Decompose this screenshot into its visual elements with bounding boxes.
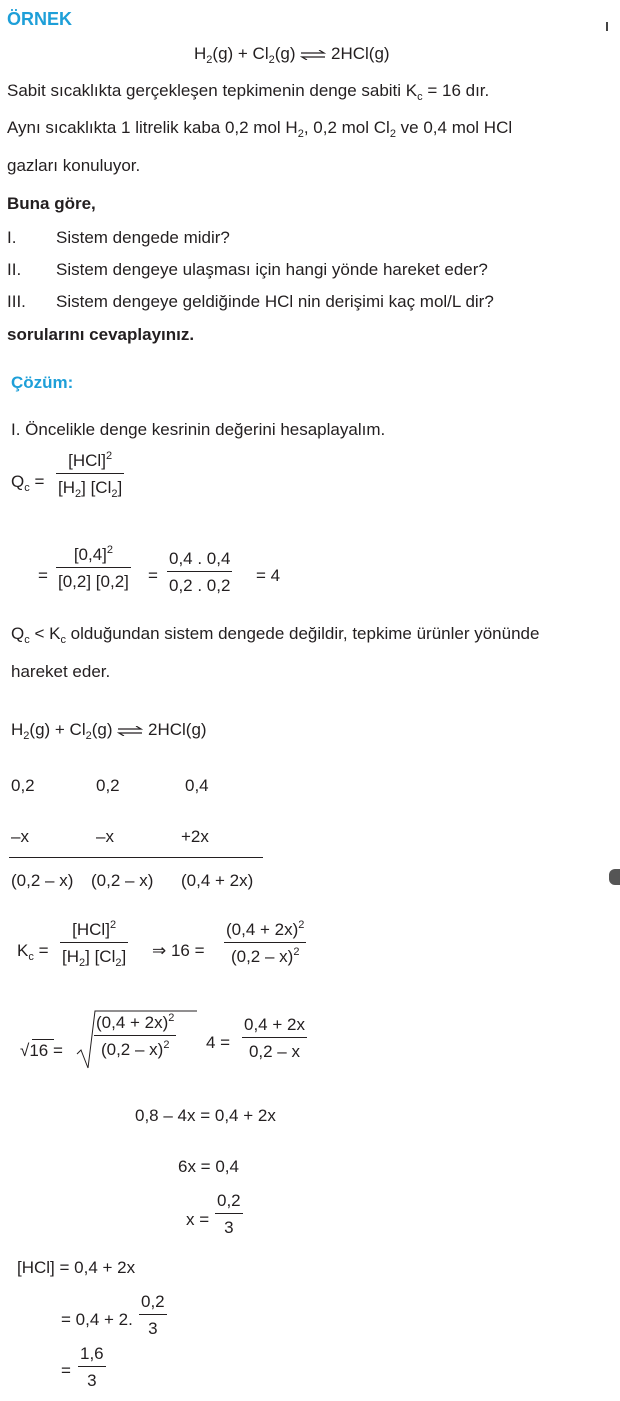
- reaction-sub: 2: [268, 54, 275, 66]
- hcl-final-eq: =: [61, 1361, 71, 1380]
- question-text-1: Sistem dengede midir?: [56, 228, 230, 247]
- superscript: 2: [106, 544, 114, 556]
- subscript: c: [60, 634, 66, 646]
- hcl-line: [HCl] = 0,4 + 2x: [17, 1258, 136, 1277]
- denominator: [60, 947, 128, 969]
- qc-numerator: [66, 452, 114, 469]
- text: = 16 dır.: [422, 81, 490, 100]
- text: [0,4]: [73, 545, 107, 564]
- denominator: [229, 948, 301, 965]
- numerator: 0,4 . 0,4: [169, 549, 231, 568]
- numerator: 0,4 + 2x: [244, 1015, 305, 1034]
- equilibrium-arrow-icon: [300, 50, 326, 60]
- ice-initial-hcl: 0,4: [185, 776, 209, 795]
- fraction-bar: [242, 1037, 307, 1038]
- edge-mark: [606, 22, 608, 31]
- text: olduğundan sistem dengede değildir, tepkime ürünler yönünde: [65, 624, 540, 643]
- ice-change-cl2: –x: [96, 827, 114, 846]
- example-title: ÖRNEK: [7, 9, 73, 29]
- text: (0,2 – x): [100, 1040, 164, 1059]
- subscript: c: [28, 951, 34, 963]
- kc-lhs: [17, 941, 49, 963]
- qc-calc-fraction-1: [56, 546, 131, 590]
- text: K: [17, 941, 29, 960]
- hcl-step-fraction: [139, 1293, 167, 1337]
- subscript: c: [24, 634, 30, 646]
- text: Q: [11, 472, 25, 491]
- question-text-2: Sistem dengeye ulaşması için hangi yönde hareket eder?: [56, 260, 488, 279]
- text: 2HCl(g): [148, 720, 207, 739]
- problem-closing: sorularını cevaplayınız.: [7, 325, 195, 344]
- equilibrium-arrow-icon: [117, 726, 143, 736]
- qc-calc-result: = 4: [256, 566, 281, 585]
- question-text-3: Sistem dengeye geldiğinde HCl nin derişimi kaç mol/L dir?: [56, 292, 494, 311]
- denominator: 0,2 . 0,2: [169, 576, 231, 595]
- conclusion-line-1: [11, 624, 540, 646]
- hcl-final-fraction: [78, 1345, 106, 1389]
- reaction-cl: (g) + Cl: [212, 44, 269, 63]
- text: (0,4 + 2x): [96, 1013, 169, 1032]
- numerator: 0,2: [217, 1191, 241, 1210]
- subscript: c: [417, 91, 423, 103]
- text: [H: [62, 947, 79, 966]
- problem-line-1: [7, 81, 490, 103]
- numerator: [70, 921, 118, 938]
- superscript: 2: [168, 1012, 175, 1024]
- sqrt-fraction: [94, 1014, 176, 1058]
- text: ve 0,4 mol HCl: [395, 118, 513, 137]
- ice-eq-hcl: (0,4 + 2x): [181, 871, 254, 890]
- subscript: c: [24, 482, 30, 494]
- fraction-bar: [224, 942, 306, 943]
- sqrt-rhs-lhs: 4 =: [206, 1033, 231, 1052]
- problem-lead: Buna göre,: [7, 194, 96, 213]
- numerator: 0,2: [141, 1292, 165, 1311]
- text: < K: [29, 624, 61, 643]
- page-edge-mark: [609, 869, 620, 885]
- text: [H: [58, 478, 75, 497]
- subscript: 2: [23, 730, 30, 742]
- subscript: 2: [85, 730, 92, 742]
- equation-step-b: 6x = 0,4: [178, 1157, 239, 1176]
- denominator: 0,2 – x: [248, 1042, 300, 1061]
- subscript: 2: [79, 957, 86, 969]
- subscript: 2: [297, 128, 304, 140]
- reaction-sub: 2: [206, 54, 213, 66]
- qc-lhs: [11, 472, 45, 494]
- qc-calc-fraction-2: [167, 550, 232, 594]
- denominator: 3: [148, 1319, 158, 1338]
- solution-heading: Çözüm:: [11, 373, 74, 392]
- denominator: 3: [224, 1218, 234, 1237]
- fraction-bar: [60, 942, 128, 943]
- sqrt-rhs-fraction: [242, 1016, 307, 1060]
- numerator: [94, 1014, 176, 1031]
- text: ]: [117, 478, 123, 497]
- conclusion-line-2: hareket eder.: [11, 662, 111, 681]
- reaction-equation: [194, 44, 390, 66]
- qc-denominator: [56, 478, 124, 500]
- ice-initial-cl2: 0,2: [96, 776, 120, 795]
- superscript: 2: [163, 1039, 170, 1051]
- text: Q: [11, 624, 25, 643]
- text: =: [53, 1041, 63, 1060]
- reaction-h: H: [194, 44, 207, 63]
- ice-eq-h2: (0,2 – x): [11, 871, 74, 890]
- ice-reaction: [11, 720, 207, 742]
- subscript: 2: [389, 128, 396, 140]
- text: ] [Cl: [81, 478, 112, 497]
- fraction-bar: [167, 571, 232, 572]
- text: (0,4 + 2x): [226, 920, 299, 939]
- ice-change-hcl: +2x: [181, 827, 209, 846]
- question-num-3: III.: [7, 292, 26, 311]
- denominator: [0,2] [0,2]: [58, 572, 129, 591]
- numerator: [72, 546, 115, 563]
- ice-divider: [9, 857, 263, 858]
- text: [HCl]: [72, 920, 110, 939]
- text: [HCl]: [68, 451, 106, 470]
- text: , 0,2 mol Cl: [303, 118, 390, 137]
- text: ] [Cl: [85, 947, 116, 966]
- problem-line-3: gazları konuluyor.: [7, 156, 141, 175]
- text: 16: [29, 1041, 49, 1060]
- x-fraction: [215, 1192, 243, 1236]
- text: Sabit sıcaklıkta gerçekleşen tepkimenin denge sabiti K: [7, 81, 418, 100]
- qc-fraction: [56, 450, 124, 500]
- text: (0,2 – x): [230, 947, 294, 966]
- numerator: [224, 921, 306, 938]
- text: =: [34, 472, 45, 491]
- fraction-bar: [215, 1213, 243, 1214]
- hcl-step-lhs: = 0,4 + 2.: [61, 1310, 133, 1329]
- text: Aynı sıcaklıkta 1 litrelik kaba 0,2 mol H: [7, 118, 298, 137]
- solution-step-1: I. Öncelikle denge kesrinin değerini hesaplayalım.: [11, 420, 386, 439]
- numerator: 1,6: [80, 1344, 104, 1363]
- reaction-g: (g): [274, 44, 296, 63]
- superscript: 2: [109, 919, 117, 931]
- fraction-bar: [78, 1366, 106, 1367]
- text: H: [11, 720, 24, 739]
- qc-calc-eq2: =: [148, 566, 158, 585]
- fraction-bar: [56, 567, 131, 568]
- fraction-bar: [94, 1035, 176, 1036]
- superscript: 2: [293, 946, 300, 958]
- reaction-product: 2HCl(g): [331, 44, 390, 63]
- denominator: [99, 1041, 171, 1058]
- equation-step-a: 0,8 – 4x = 0,4 + 2x: [135, 1106, 276, 1125]
- fraction-bar: [139, 1314, 167, 1315]
- fraction-bar: [56, 473, 124, 474]
- text: ]: [121, 947, 127, 966]
- sqrt-lhs: [20, 1042, 63, 1059]
- subscript: 2: [75, 488, 82, 500]
- superscript: 2: [298, 919, 305, 931]
- text: =: [38, 941, 49, 960]
- denominator: 3: [87, 1371, 97, 1390]
- question-num-1: I.: [7, 228, 17, 247]
- subscript: 2: [111, 488, 118, 500]
- subscript: 2: [115, 957, 122, 969]
- problem-line-2: [7, 118, 513, 140]
- text: (g): [91, 720, 113, 739]
- sqrt-icon: √: [20, 1041, 29, 1060]
- text: (g) + Cl: [29, 720, 86, 739]
- qc-calc-eq1: =: [38, 566, 48, 585]
- kc-fraction-2: [224, 921, 306, 965]
- superscript: 2: [105, 450, 113, 462]
- ice-eq-cl2: (0,2 – x): [91, 871, 154, 890]
- x-lhs: x =: [186, 1210, 210, 1229]
- ice-change-h2: –x: [11, 827, 29, 846]
- kc-arrow: ⇒ 16 =: [152, 941, 205, 960]
- kc-fraction: [60, 919, 128, 969]
- ice-initial-h2: 0,2: [11, 776, 35, 795]
- question-num-2: II.: [7, 260, 22, 279]
